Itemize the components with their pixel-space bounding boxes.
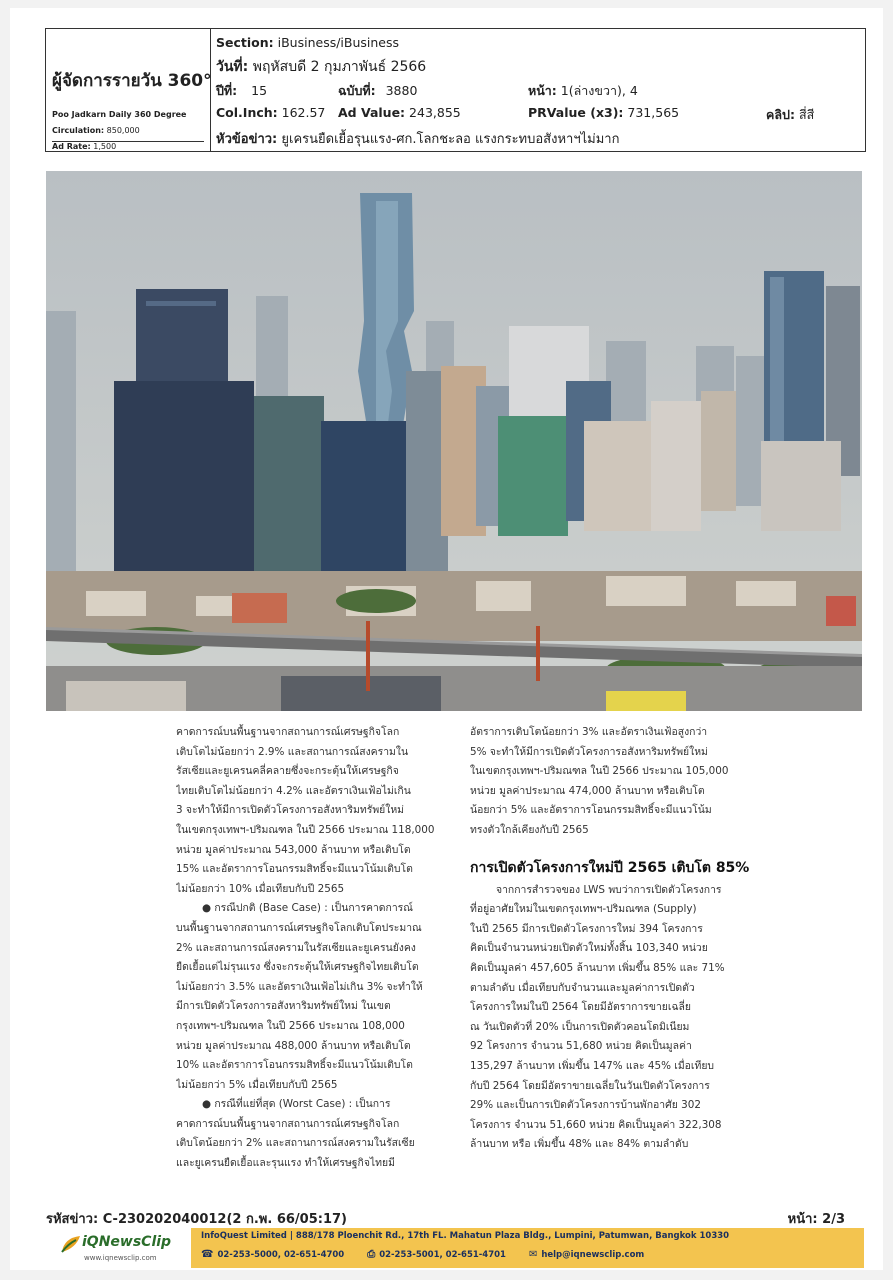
colinch-label: Col.Inch:	[216, 105, 278, 120]
article-line: ในปี 2565 มีการเปิดตัวโครงการใหม่ 394 โครงการ	[470, 922, 703, 935]
page-row	[528, 81, 638, 101]
article-line: ในเขตกรุงเทพฯ-ปริมณฑล ในปี 2566 ประมาณ 118,000	[176, 823, 435, 836]
article-line: หน่วย มูลค่าประมาณ 488,000 ล้านบาท หรือเติบโต	[176, 1039, 411, 1052]
publication-english: Poo Jadkarn Daily 360 Degree	[52, 110, 187, 119]
page-number-value: 2/3	[822, 1212, 845, 1227]
article-line: โครงการใหม่ในปี 2564 โดยมีอัตราการขายเฉลี่ย	[470, 1001, 691, 1014]
article-line: หน่วย มูลค่าประมาณ 474,000 ล้านบาท หรือเติบโต	[470, 784, 705, 797]
issue-row	[338, 81, 417, 101]
publication-box	[46, 29, 211, 151]
article-line: ที่อยู่อาศัยใหม่ในเขตกรุงเทพฯ-ปริมณฑล (Supply)	[470, 903, 697, 916]
article-line: คิดเป็นมูลค่า 457,605 ล้านบาท เพิ่มขึ้น 85% และ 71%	[470, 961, 725, 974]
article-subheading: การเปิดตัวโครงการใหม่ปี 2565 เติบโต 85%	[470, 859, 750, 876]
article-line: 15% และอัตราการโอนกรรมสิทธิ์จะมีแนวโน้มเติบโต	[176, 863, 413, 876]
fax-icon: ⎙	[367, 1249, 376, 1260]
year-row	[216, 81, 267, 101]
ad-rate	[52, 141, 204, 151]
logo-url: www.iqnewsclip.com	[84, 1254, 157, 1262]
article-line: กับปี 2564 โดยมีอัตราขายเฉลี่ยในวันเปิดตัวโครงการ	[470, 1079, 710, 1092]
article-left-column	[176, 723, 452, 1174]
date-value: พฤหัสบดี 2 กุมภาพันธ์ 2566	[252, 59, 427, 75]
skyline-photo	[46, 171, 862, 711]
fax-numbers: 02-253-5001, 02-651-4701	[379, 1250, 506, 1260]
ad-rate-value: 1,500	[93, 142, 117, 151]
circulation-label: Circulation:	[52, 126, 105, 135]
date-label: วันที่:	[216, 59, 249, 75]
phone-numbers: 02-253-5000, 02-651-4700	[217, 1250, 345, 1260]
article-line: คิดเป็นจำนวนหน่วยเปิดตัวใหม่ทั้งสิ้น 103,340 หน่วย	[470, 942, 708, 955]
clip-metadata	[216, 29, 856, 151]
circulation-value: 850,000	[106, 126, 140, 135]
contact-band	[191, 1228, 864, 1268]
headline-value: ยูเครนยืดเยื้อรุนแรง-ศก.โลกชะลอ แรงกระทบอสังหาฯไม่มาก	[281, 132, 620, 147]
article-line: 92 โครงการ จำนวน 51,680 หน่วย คิดเป็นมูลค่า	[470, 1040, 692, 1053]
clipping-header	[45, 28, 866, 152]
article-line: ในเขตกรุงเทพฯ-ปริมณฑล ในปี 2566 ประมาณ 105,000	[470, 765, 729, 778]
logo-text: iQNewsClip	[82, 1234, 172, 1250]
page-value: 1(ล่างขวา), 4	[560, 83, 638, 98]
headline-row	[216, 128, 619, 149]
circulation	[52, 126, 140, 135]
article-line: บนพื้นฐานจากสถานการณ์เศรษฐกิจโลกเติบโตประมาณ	[176, 921, 422, 934]
article-line: 10% และอัตราการโอนกรรมสิทธิ์จะมีแนวโน้มเติบโต	[176, 1059, 413, 1072]
page-number	[788, 1208, 845, 1229]
prvalue-row	[528, 105, 679, 120]
news-code-label: รหัสข่าว:	[46, 1212, 99, 1227]
article-line: ไทยเติบโตไม่น้อยกว่า 4.2% และอัตราเงินเฟ้อไม่เกิน	[176, 784, 411, 797]
footer-bar	[46, 1228, 864, 1268]
email-address: help@iqnewsclip.com	[541, 1250, 645, 1260]
prvalue-value: 731,565	[627, 105, 680, 120]
article-line: 5% จะทำให้มีการเปิดตัวโครงการอสังหาริมทรัพย์ใหม่	[470, 745, 708, 758]
issue-value: 3880	[385, 83, 418, 98]
headline-label: หัวข้อข่าว:	[216, 132, 278, 147]
clipping-page	[10, 8, 883, 1270]
date-row	[216, 56, 426, 78]
article-line: 135,297 ล้านบาท เพิ่มขึ้น 147% และ 45% เมื่อเทียบ	[470, 1059, 714, 1072]
issue-label: ฉบับที่:	[338, 83, 376, 98]
article-line: จากการสำรวจของ LWS พบว่าการเปิดตัวโครงการ	[496, 883, 722, 896]
news-code	[46, 1208, 347, 1229]
article-line: 29% และเป็นการเปิดตัวโครงการบ้านพักอาศัย 302	[470, 1099, 701, 1112]
company-address: InfoQuest Limited | 888/178 Ploenchit Rd., 17th FL. Mahatun Plaza Bldg., Lumpini, Patumwan, Bangkok 10330	[201, 1231, 730, 1241]
clip-label: คลิป:	[766, 107, 795, 122]
year-label: ปีที่:	[216, 83, 238, 98]
colinch-row	[216, 105, 325, 120]
article-line: โครงการ จำนวน 51,660 หน่วย คิดเป็นมูลค่า 322,308	[470, 1118, 722, 1131]
article-line: 3 จะทำให้มีการเปิดตัวโครงการอสังหาริมทรัพย์ใหม่	[176, 804, 405, 817]
advalue-value: 243,855	[409, 105, 461, 120]
article-line: ณ วันเปิดตัวที่ 20% เป็นการเปิดตัวคอนโดมิเนียม	[470, 1020, 690, 1033]
skyline-illustration	[46, 171, 862, 711]
page-number-label: หน้า:	[787, 1212, 818, 1227]
news-code-value: C-230202040012(2 ก.พ. 66/05:17)	[102, 1212, 347, 1227]
advalue-row	[338, 105, 461, 120]
article-line: ● กรณีที่แย่ที่สุด (Worst Case) : เป็นการ	[202, 1098, 391, 1111]
clip-row	[766, 105, 814, 125]
advalue-label: Ad Value:	[338, 105, 406, 120]
article-line: ● กรณีปกติ (Base Case) : เป็นการคาดการณ์	[202, 902, 413, 915]
article-line: มีการเปิดตัวโครงการอสังหาริมทรัพย์ใหม่ ในเขต	[176, 1000, 391, 1013]
section-label: Section:	[216, 35, 274, 50]
article-line: กรุงเทพฯ-ปริมณฑล ในปี 2566 ประมาณ 108,000	[176, 1019, 405, 1032]
clip-value: สี่สี	[798, 107, 815, 122]
article-line: ไม่น้อยกว่า 10% เมื่อเทียบกับปี 2565	[176, 882, 345, 895]
colinch-value: 162.57	[281, 105, 326, 120]
article-line: 2% และสถานการณ์สงครามในรัสเซียและยูเครนยังคง	[176, 941, 416, 954]
section-value: iBusiness/iBusiness	[277, 35, 400, 50]
iqnewsclip-logo	[60, 1232, 180, 1266]
contact-line	[201, 1249, 644, 1260]
page-label: หน้า:	[528, 83, 557, 98]
article-line: คาดการณ์บนพื้นฐานจากสถานการณ์เศรษฐกิจโลก	[176, 726, 400, 738]
article-line: ยืดเยื้อแต่ไม่รุนแรง ซึ่งจะกระตุ้นให้เศรษฐกิจไทยเติบโต	[176, 961, 419, 974]
article-line: เติบโตน้อยกว่า 2% และสถานการณ์สงครามในรัสเซีย	[176, 1137, 415, 1150]
phone-icon: ☎	[201, 1249, 214, 1260]
article-right-column	[470, 723, 750, 1155]
article-line: ไม่น้อยกว่า 3.5% และอัตราเงินเฟ้อไม่เกิน 3% จะทำให้	[176, 980, 423, 993]
article-line: น้อยกว่า 5% และอัตราการโอนกรรมสิทธิ์จะมีแนวโน้ม	[470, 804, 712, 817]
article-line: ทรงตัวใกล้เคียงกับปี 2565	[470, 823, 589, 836]
article-line: และยูเครนยืดเยื้อและรุนแรง ทำให้เศรษฐกิจไทยมี	[176, 1157, 395, 1170]
logo-leaf-icon	[60, 1234, 82, 1254]
prvalue-label: PRValue (x3):	[528, 105, 624, 120]
article-line: อัตราการเติบโตน้อยกว่า 3% และอัตราเงินเฟ้อสูงกว่า	[470, 726, 708, 738]
article-line: คาดการณ์บนพื้นฐานจากสถานการณ์เศรษฐกิจโลก	[176, 1117, 400, 1130]
year-value: 15	[251, 83, 268, 98]
section-row	[216, 35, 399, 50]
ad-rate-label: Ad Rate:	[52, 142, 91, 151]
article-line: หน่วย มูลค่าประมาณ 543,000 ล้านบาท หรือเติบโต	[176, 843, 411, 856]
email-icon: ✉	[528, 1249, 538, 1260]
publication-title: ผู้จัดการรายวัน 360°	[52, 71, 212, 91]
article-line: ล้านบาท หรือ เพิ่มขึ้น 48% และ 84% ตามลำดับ	[470, 1138, 689, 1151]
article-line: ไม่น้อยกว่า 5% เมื่อเทียบกับปี 2565	[176, 1078, 338, 1091]
article-line: รัสเซียและยูเครนคลี่คลายซึ่งจะกระตุ้นให้เศรษฐกิจ	[176, 765, 399, 778]
article-line: เติบโตไม่น้อยกว่า 2.9% และสถานการณ์สงครามใน	[176, 745, 409, 758]
article-line: ตามลำดับ เมื่อเทียบกับจำนวนและมูลค่าการเปิดตัว	[470, 981, 695, 994]
